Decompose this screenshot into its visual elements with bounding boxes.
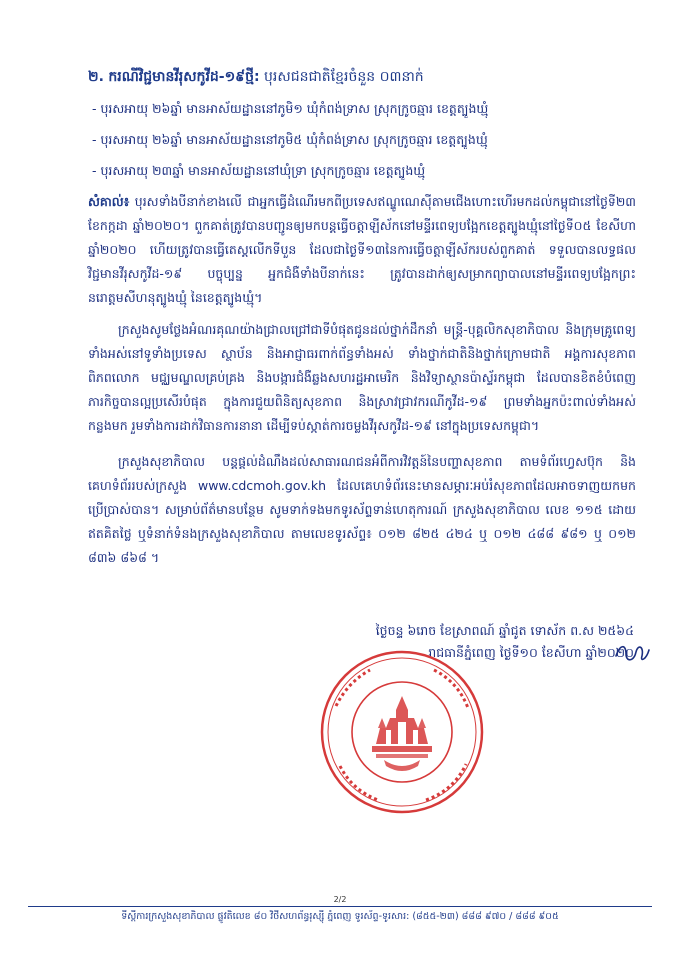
solar-date: រាជធានីភ្នំពេញ ថ្ងៃទី១០ ខែសីហា ឆ្នាំ២០២០ [428,645,634,660]
info-text-before: ក្រសួងសុខាភិបាល បន្តផ្តល់ដំណឹងដល់សាធារណជនអំពីការវិវត្តន៍នៃបញ្ហាសុខភាព តាមទំព័រហ្វេសប៊ុក និងគេហទំព័ររបស់ក្រសួង [88,454,636,493]
lunar-date: ថ្ងៃចន្ទ ៦រោច ខែស្រាពណ៍ ឆ្នាំជូត ទោស័ក ព.ស ២៥៦៤ [375,623,634,638]
section-heading [88,66,648,88]
page-number: 2/2 [333,895,347,904]
ministry-seal-icon [318,648,486,816]
case-item: - បុរសអាយុ ២៦ឆ្នាំ មានអាស័យដ្ឋាននៅភូមិ៥ ឃុំកំពង់ទ្រាស ស្រុកក្រូចឆ្មារ ខេត្តត្បូងឃ្មុំ [92,132,488,147]
case-item: - បុរសអាយុ ២៣ឆ្នាំ មានអាស័យដ្ឋាននៅឃុំទ្រា ស្រុកក្រូចឆ្មារ ខេត្តត្បូងឃ្មុំ [92,163,426,178]
website-link[interactable]: www.cdcmoh.gov.kh [197,478,327,493]
section-subtitle: បុរសជនជាតិខ្មែរចំនួន ០៣នាក់ [259,69,424,85]
signature-icon [612,640,652,666]
note-label: សំគាល់៖ [88,194,130,209]
thanks-paragraph: ក្រសួងសូមថ្លែងអំណរគុណយ៉ាងជ្រាលជ្រៅជាទីបំផុតជូនដល់ថ្នាក់ដឹកនាំ មន្ត្រី-បុគ្គលិកសុខាភិបាល និងក្រុមគ្រូពេទ្យទាំងអស់នៅទូទាំងប្រទេស ស្ថាប័ន និងអាជ្ញាធរពាក់ព័ន្ធទាំងអស់ ទាំងថ្នាក់ជាតិនិងថ្នាក់ក្រោមជាតិ អង្គការសុខភាពពិភពលោក មជ្ឈមណ្ឌលគ្រប់គ្រង និងបង្ការជំងឺឆ្លងសហរដ្ឋអាមេរិក និងវិទ្យាស្ថានប៉ាស្ទ័រកម្ពុជា ដែលបានខិតខំបំពេញភារកិច្ចបានល្អប្រសើរបំផុត ក្នុងការជួយពិនិត្យសុខភាព និងស្រាវជ្រាវករណីកូវីដ-១៩ ព្រមទាំងអ្នកប៉ះពាល់ទាំងអស់កន្លងមក រួមទាំងការដាក់វិធានការនានា ដើម្បីទប់ស្កាត់ការចម្លងវីរុសកូវីដ-១៩ នៅក្នុងប្រទេសកម្ពុជា។ [88,322,636,433]
footer-address: ទីស្តីការក្រសួងសុខាភិបាល ផ្លូវតិលេខ ៨០ វិថីសហព័ន្ធរុស្ស៊ី ភ្នំពេញ ទូរស័ព្ទ-ទូរសារ: (៨៥៥-២៣) ៨៨៨ ៩៧០ / ៨៨៨ ៩០៥ [121,911,559,922]
info-paragraph [88,450,636,570]
case-list [92,100,632,180]
info-text-after: ដែលគេហទំព័រនេះមានសម្ភារៈអប់រំសុខភាពដែលអាចទាញយកមកប្រើប្រាស់បាន។ សម្រាប់ព័ត៌មានបន្ថែម សូមទាក់ទងមកទូរស័ព្ទទាន់ហេតុការណ៍ ក្រសួងសុខាភិបាល លេខ ១១៥ ដោយឥតគិតថ្លៃ ឬទំនាក់ទំនងក្រសួងសុខាភិបាល តាមលេខទូរស័ព្ទ៖ ០១២ ៨២៥ ៤២៤ ឬ ០១២ ៤៨៨ ៩៨១ ឬ ០១២ ៨៣៦ ៨៦៨ ។ [88,478,636,565]
section-number: ២. [88,69,104,85]
section-title: ករណីវិជ្ជមានវីរុសកូវីដ-១៩ថ្មី: [108,69,260,85]
case-item: - បុរសអាយុ ២៦ឆ្នាំ មានអាស័យដ្ឋាននៅភូមិ១ ឃុំកំពង់ទ្រាស ស្រុកក្រូចឆ្មារ ខេត្តត្បូងឃ្មុំ [92,101,489,116]
note-paragraph [88,190,636,310]
note-text: បុរសទាំងបីនាក់ខាងលើ ជាអ្នកធ្វើដំណើរមកពីប្រទេសឥណ្ឌូណេស៊ីតាមជើងហោះហើរមកដល់កម្ពុជានៅថ្ងៃទី២៣ ខែកក្កដា ឆ្នាំ២០២០។ ពួកគាត់ត្រូវបានបញ្ជូនឲ្យមកបន្តធ្វើចត្តាឡីស័កនៅមន្ទីរពេទ្យបង្អែកខេត្តត្បូងឃ្មុំនៅថ្ងៃទី០៥ ខែសីហា ឆ្នាំ២០២០ ហើយត្រូវបានធ្វើតេស្តលើកទីបួន ដែលជាថ្ងៃទី១៣នៃការធ្វើចត្តាឡីស័ករបស់ពួកគាត់ ទទួលបានលទ្ធផលវិជ្ជមានវីរុសកូវីដ-១៩ បច្ចុប្បន្ន អ្នកជំងឺទាំងបីនាក់នេះ ត្រូវបានដាក់ឲ្យសម្រាកព្យាបាលនៅមន្ទីរពេទ្យបង្អែកព្រះនរោត្តមសីហនុត្បូងឃ្មុំ នៃខេត្តត្បូងឃ្មុំ។ [88,194,636,305]
footer-divider [28,906,652,907]
